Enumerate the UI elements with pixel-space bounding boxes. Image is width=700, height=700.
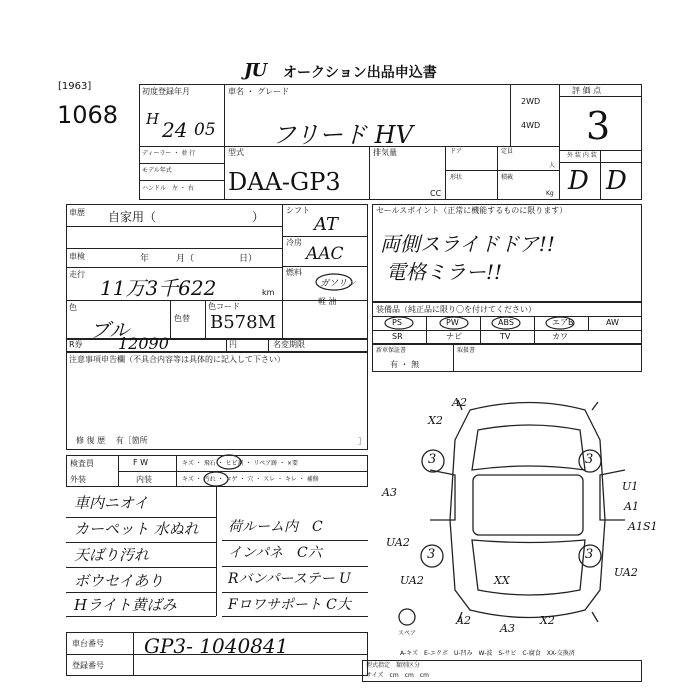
- remark-right-3: Rバンパーステー U: [228, 571, 351, 587]
- name-label: 車名 ・ グレード: [228, 87, 290, 96]
- warranty-label: 新車保証書: [376, 347, 407, 354]
- shape-label: 形状: [450, 174, 463, 181]
- usage-label: 車歴: [69, 208, 85, 217]
- dealer-label: ディーラー ・ 並 行: [142, 150, 196, 157]
- drive-2wd: 2WD: [521, 97, 541, 106]
- load-label: 積載: [501, 174, 514, 181]
- mileage-label: 走行: [69, 270, 85, 279]
- model-year-label: モデル年式: [142, 167, 172, 174]
- repair-bracket-end: ］: [358, 437, 366, 446]
- first-reg-month: 05: [194, 120, 216, 140]
- sales-point-1: 両側スライドドア!!: [380, 232, 555, 256]
- diagram-mark-ua2-right: UA2: [614, 566, 638, 579]
- fuel-diesel: 軽 油: [318, 297, 337, 306]
- capacity-label: 定員: [501, 148, 514, 155]
- diagram-mark-ua2-bottom: UA2: [400, 574, 424, 587]
- handle-label: ハンドル 左 ・ 右: [142, 185, 194, 192]
- remark-left-4: ボウセイあり: [74, 572, 164, 590]
- first-reg-label: 初度登録年月: [142, 87, 190, 96]
- person-label: 人: [549, 162, 556, 169]
- diagram-circle-3-rr: 3: [585, 547, 594, 562]
- cc-label: CC: [430, 189, 442, 198]
- ac-value: AAC: [306, 244, 344, 264]
- color-change-label: 色替: [174, 314, 190, 323]
- ac-label: 冷房: [286, 238, 302, 247]
- fw-options: キズ ・ 飛石 ・ ヒビ割 ・ リペア跡 ・ ×要: [182, 460, 299, 467]
- form-title: オークション出品申込書: [283, 65, 437, 81]
- first-reg-year: 24: [162, 118, 188, 142]
- equip-leather: カワ: [552, 332, 568, 341]
- diagram-mark-a3-left: A3: [382, 486, 397, 499]
- diagram-mark-a3-bottom: A3: [500, 622, 515, 635]
- equip-tv: TV: [500, 332, 511, 341]
- equip-navi: ナビ: [446, 332, 462, 341]
- shift-label: シフト: [286, 206, 310, 215]
- diagram-circle-3-fr: 3: [585, 452, 594, 467]
- fuel-value: ガソリン: [320, 279, 357, 289]
- equip-aw: AW: [606, 318, 619, 327]
- equip-airbag: エアB: [552, 318, 574, 327]
- equipment-label: 装備品（純正品に限り〇を付けてください）: [376, 305, 536, 314]
- equip-abs: ABS: [498, 318, 514, 327]
- diagram-mark-x2-bottom: X2: [540, 614, 555, 627]
- warranty-value: 有 ・ 無: [390, 360, 420, 369]
- score-label: 評 価 点: [572, 86, 602, 95]
- fuel-label: 燃料: [286, 268, 302, 277]
- logo: JU: [244, 60, 267, 81]
- diagram-circle-3-rl: 3: [427, 547, 436, 562]
- yen-label: 円: [229, 340, 237, 349]
- type-label: 型式: [228, 148, 244, 157]
- recycle-label: R券: [69, 340, 83, 349]
- legend-type: 型式指定 類別区分: [366, 662, 421, 669]
- remark-left-1: 車内ニオイ: [74, 494, 149, 512]
- remark-left-3: 天ばり汚れ: [74, 546, 150, 564]
- ref-number: [1963]: [58, 81, 92, 92]
- sales-points-label: セールスポイント（正常に機能するものに限ります）: [376, 206, 568, 215]
- score-value: 3: [586, 104, 611, 148]
- diagram-mark-a2-bottom: A2: [456, 614, 471, 627]
- remark-right-4: Fロワサポート C大: [228, 597, 351, 613]
- diagram-mark-ua2-left: UA2: [386, 536, 410, 549]
- exterior-label: 外装: [70, 475, 86, 484]
- door-label: ドア: [450, 148, 462, 155]
- name-value: フリード HV: [272, 121, 413, 149]
- equip-pw: PW: [446, 318, 459, 327]
- manual-label: 取扱書: [457, 347, 476, 354]
- color-code-label: 色コード: [208, 302, 240, 311]
- color-label: 色: [69, 303, 77, 312]
- diagram-mark-a1: A1: [624, 500, 639, 513]
- name-change-label: 名変期限: [273, 340, 305, 349]
- diagram-mark-u1: U1: [622, 480, 639, 493]
- ext-int-label: 外 装 内 装: [567, 152, 597, 159]
- reg-label: 登録番号: [72, 661, 104, 670]
- km-label: km: [262, 288, 275, 297]
- diagram-mark-x2-top: X2: [428, 414, 443, 427]
- usage-value: 自家用（ ）: [108, 210, 265, 224]
- spare-label: スペア: [398, 630, 417, 637]
- shaken-fields: 年 月（ 日）: [140, 254, 258, 264]
- legend-size: サイズ cm cm cm: [366, 672, 429, 679]
- fw-label: F W: [133, 458, 149, 467]
- damage-legend: A-キズ E-エクボ U-凹み W-波 S-サビ C-腐食 XX-交換済: [400, 650, 575, 657]
- mileage-value: 11万3千622: [100, 276, 217, 300]
- recycle-value: 12090: [118, 334, 169, 353]
- diagram-mark-a2-top: A2: [452, 396, 467, 409]
- diagram-mark-xx: XX: [494, 574, 510, 587]
- shaken-label: 車検: [69, 252, 85, 261]
- sales-point-2: 電格ミラー!!: [386, 260, 503, 284]
- displacement-label: 排気量: [373, 148, 397, 157]
- notes-label: 注意事項申告欄（不具合内容等は具体的に記入して下さい）: [69, 355, 285, 364]
- equip-sr: SR: [392, 332, 403, 341]
- shift-value: AT: [314, 214, 339, 235]
- equip-ps: PS: [392, 318, 402, 327]
- chassis-label: 車台番号: [72, 639, 104, 648]
- remark-right-1: 荷ルーム内 C: [228, 519, 323, 535]
- drive-4wd: 4WD: [521, 121, 541, 130]
- first-reg-era: H: [146, 110, 160, 128]
- remark-left-2: カーペット 水ぬれ: [74, 520, 199, 538]
- remark-right-2: インパネ C六: [228, 545, 322, 561]
- diagram-circle-3-fl: 3: [428, 452, 437, 467]
- int-options: キズ ・ 汚れ ・ コゲ ・ 穴 ・ スレ ・ キレ ・ 補修: [182, 476, 319, 483]
- inspector-label: 検査員: [70, 459, 94, 468]
- interior-label: 内装: [136, 475, 152, 484]
- interior-grade: D: [606, 166, 627, 196]
- remark-left-5: Hライト黄ばみ: [74, 596, 177, 614]
- chassis-value: GP3- 1040841: [144, 634, 289, 658]
- exterior-grade: D: [568, 166, 589, 196]
- kg-label: Kg: [546, 190, 554, 197]
- diagram-mark-a1s1: A1S1: [628, 520, 658, 533]
- color-value: ブル: [90, 318, 130, 342]
- lot-number: 1068: [57, 101, 119, 129]
- repair-history: 修 復 歴 有［箇所: [76, 436, 148, 445]
- color-code-value: B578M: [210, 312, 277, 333]
- type-value: DAA-GP3: [228, 168, 341, 196]
